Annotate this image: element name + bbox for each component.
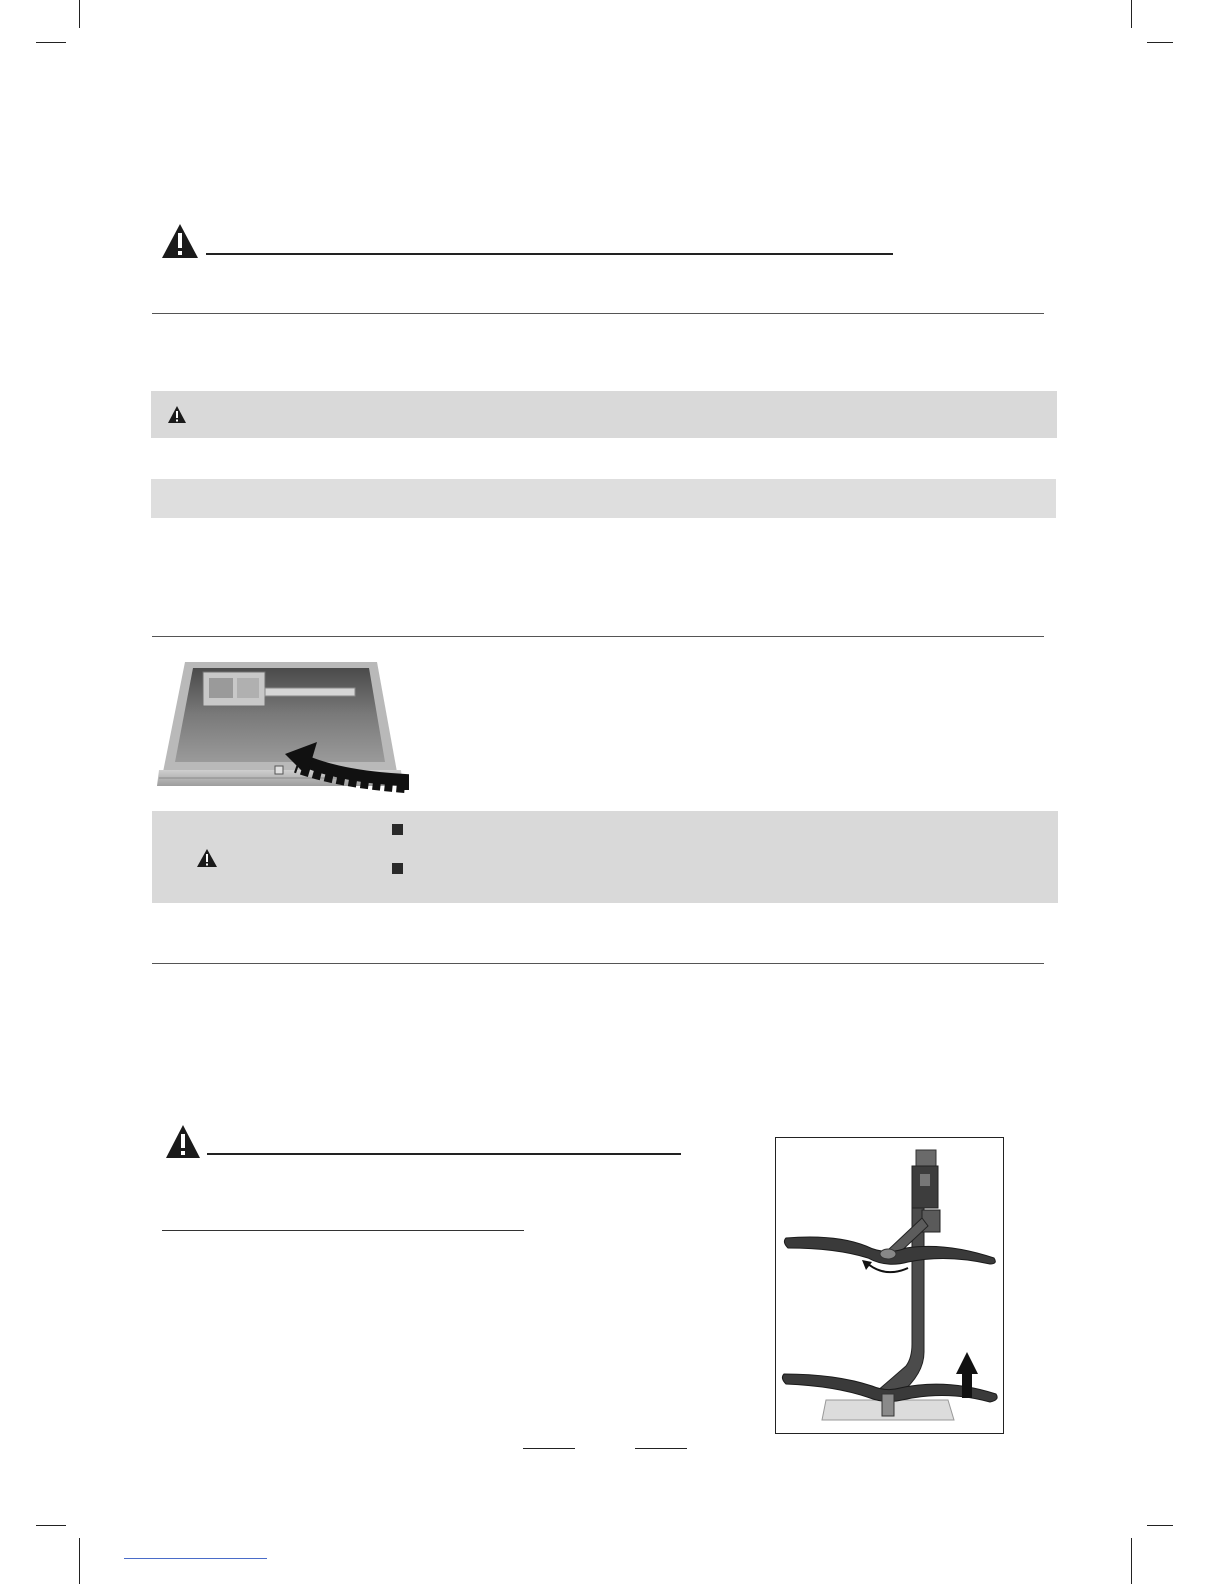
crop-mark xyxy=(36,42,66,43)
note-underline xyxy=(207,1153,681,1155)
caution-band xyxy=(152,811,1058,903)
crop-mark xyxy=(1147,1525,1173,1526)
square-bullet-icon xyxy=(392,863,403,874)
warning-band xyxy=(151,391,1057,438)
crop-mark xyxy=(79,1538,80,1584)
footer-underline xyxy=(523,1448,575,1449)
dishwasher-door-photo xyxy=(157,662,409,802)
section-divider xyxy=(152,963,1044,964)
crop-mark xyxy=(79,0,80,28)
warning-triangle-icon xyxy=(165,1124,201,1159)
subsection-underline xyxy=(162,1230,524,1231)
footer-underline xyxy=(635,1448,687,1449)
crop-mark xyxy=(36,1525,66,1526)
warning-triangle-icon xyxy=(161,223,199,259)
square-bullet-icon xyxy=(392,824,403,835)
link-underline[interactable] xyxy=(124,1558,267,1559)
section-divider xyxy=(152,636,1044,637)
warning-triangle-icon xyxy=(196,848,218,868)
crop-mark xyxy=(1131,0,1132,28)
crop-mark xyxy=(1147,42,1173,43)
warning-triangle-icon xyxy=(167,405,187,424)
section-divider xyxy=(152,313,1044,314)
spray-arm-removal-diagram xyxy=(775,1137,1004,1434)
heading-underline xyxy=(206,253,893,255)
info-band xyxy=(151,479,1056,518)
crop-mark xyxy=(1131,1538,1132,1584)
